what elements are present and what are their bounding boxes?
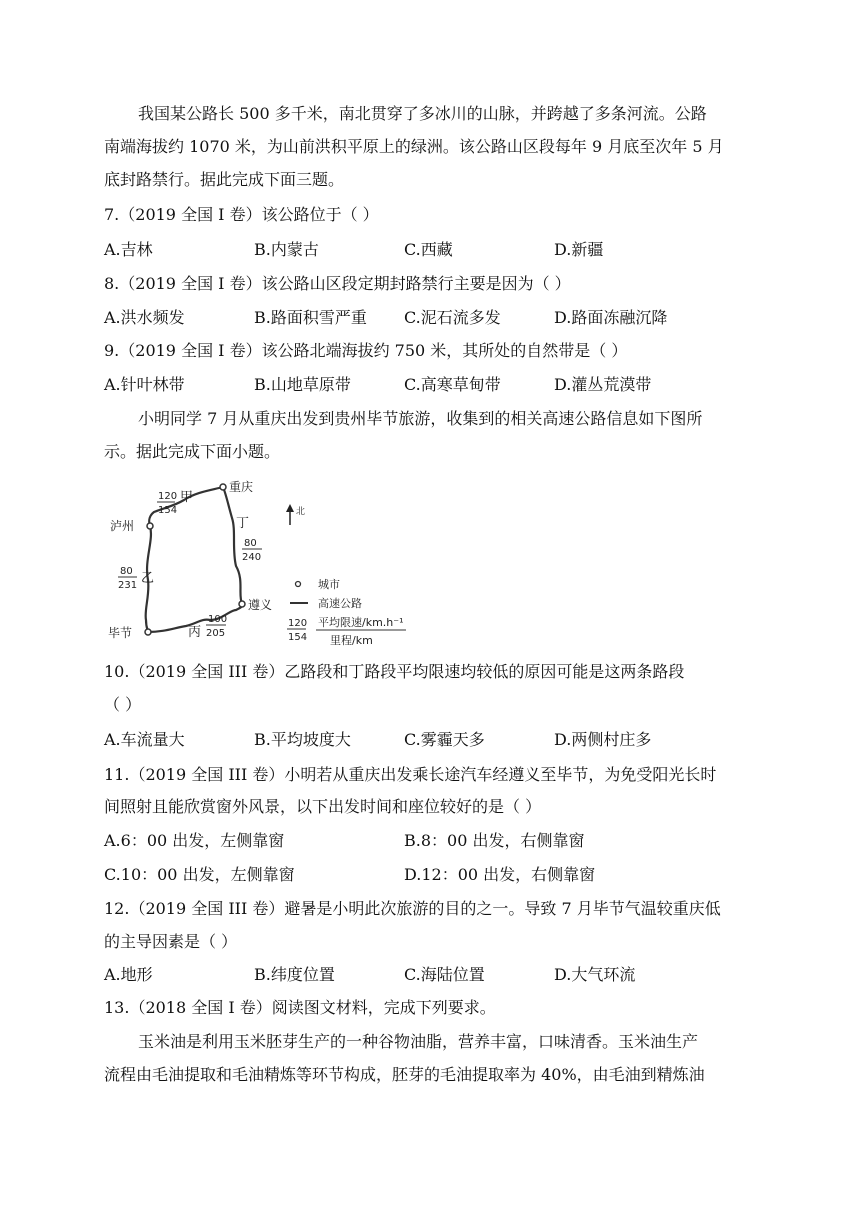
intro1-line-1: 我国某公路长 500 多千米，南北贯穿了多冰川的山脉，并跨越了多条河流。公路 [138, 104, 707, 123]
legend-speed-label: 平均限速/km.h⁻¹ [318, 616, 404, 629]
legend-road-label: 高速公路 [318, 597, 362, 610]
city-marker-zunyi [239, 601, 245, 607]
q8-option-b: B.路面积雪严重 [254, 308, 367, 327]
q12-option-d: D.大气环流 [554, 965, 636, 984]
segment-jia-speed: 120 [158, 491, 178, 502]
q13-stem: 13.（2018 全国 I 卷）阅读图文材料，完成下列要求。 [104, 998, 496, 1017]
q9-option-b: B.山地草原带 [254, 375, 351, 394]
q8-option-a: A.洪水频发 [104, 308, 185, 327]
north-label: 北 [296, 507, 306, 517]
q7-option-d: D.新疆 [554, 240, 604, 259]
q8-stem: 8.（2019 全国 I 卷）该公路山区段定期封路禁行主要是因为（ ） [104, 274, 571, 293]
legend-length-label: 里程/km [330, 634, 373, 647]
intro1-line-2: 南端海拔约 1070 米，为山前洪积平原上的绿洲。该公路山区段每年 9 月底至次年 5 月 [104, 137, 724, 156]
highway-map [104, 470, 414, 655]
segment-jia-name: 甲 [180, 490, 194, 505]
q7-stem: 7.（2019 全国 I 卷）该公路位于（ ） [104, 205, 379, 224]
q10-option-d: D.两侧村庄多 [554, 730, 652, 749]
legend-city-label: 城市 [318, 578, 340, 591]
legend-fraction-bottom: 154 [288, 632, 308, 643]
segment-bing-name: 丙 [188, 625, 202, 640]
q11-option-d: D.12：00 出发，右侧靠窗 [404, 865, 596, 884]
segment-ding-length: 240 [242, 552, 262, 563]
q10-option-b: B.平均坡度大 [254, 730, 351, 749]
q7-option-a: A.吉林 [104, 240, 153, 259]
q7-option-b: B.内蒙古 [254, 240, 319, 259]
segment-ding-speed: 80 [244, 538, 257, 549]
intro2-line-2: 示。据此完成下面小题。 [104, 442, 281, 461]
q10-option-c: C.雾霾天多 [404, 730, 485, 749]
intro3-line-2: 流程由毛油提取和毛油精炼等环节构成，胚芽的毛油提取率为 40%，由毛油到精炼油 [104, 1065, 705, 1084]
q12-stem-line-2: 的主导因素是（ ） [104, 932, 238, 951]
north-arrowhead-icon [286, 504, 294, 512]
q11-option-a: A.6：00 出发，左侧靠窗 [104, 831, 285, 850]
q9-option-c: C.高寒草甸带 [404, 375, 501, 394]
legend-city-icon [296, 582, 301, 587]
q11-stem-line-1: 11.（2019 全国 III 卷）小明若从重庆出发乘长途汽车经遵义至毕节，为免受阳光长时 [104, 765, 717, 784]
city-marker-chongqing [220, 484, 226, 490]
q8-option-d: D.路面冻融沉降 [554, 308, 668, 327]
q12-stem-line-1: 12.（2019 全国 III 卷）避暑是小明此次旅游的目的之一。导致 7 月毕节气温较重庆低 [104, 899, 721, 918]
q11-option-c: C.10：00 出发，左侧靠窗 [104, 865, 295, 884]
city-label-luzhou: 泸州 [110, 519, 135, 533]
city-label-zunyi: 遵义 [248, 598, 273, 612]
q12-option-a: A.地形 [104, 965, 153, 984]
city-marker-luzhou [147, 523, 153, 529]
intro3-line-1: 玉米油是利用玉米胚芽生产的一种谷物油脂，营养丰富，口味清香。玉米油生产 [138, 1032, 699, 1051]
segment-yi-speed: 80 [120, 566, 133, 577]
q12-option-c: C.海陆位置 [404, 965, 485, 984]
segment-yi-name: 乙 [141, 571, 155, 586]
segment-yi-length: 231 [118, 580, 138, 591]
segment-jia-length: 154 [158, 505, 178, 516]
city-label-bijie: 毕节 [108, 626, 133, 640]
q8-option-c: C.泥石流多发 [404, 308, 501, 327]
q12-option-b: B.纬度位置 [254, 965, 335, 984]
q9-option-d: D.灌丛荒漠带 [554, 375, 652, 394]
q11-stem-line-2: 间照射且能欣赏窗外风景，以下出发时间和座位较好的是（ ） [104, 797, 542, 816]
city-marker-bijie [145, 629, 151, 635]
segment-bing-length: 205 [206, 628, 226, 639]
intro1-line-3: 底封路禁行。据此完成下面三题。 [104, 170, 345, 189]
q11-option-b: B.8：00 出发，右侧靠窗 [404, 831, 585, 850]
q10-option-a: A.车流量大 [104, 730, 185, 749]
intro2-line-1: 小明同学 7 月从重庆出发到贵州毕节旅游，收集到的相关高速公路信息如下图所 [138, 409, 703, 428]
q10-stem-line-2: （ ） [104, 695, 142, 714]
segment-ding-name: 丁 [236, 516, 250, 531]
segment-bing-speed: 100 [208, 614, 228, 625]
q9-option-a: A.针叶林带 [104, 375, 185, 394]
city-label-chongqing: 重庆 [229, 480, 254, 494]
q7-option-c: C.西藏 [404, 240, 453, 259]
legend-fraction-top: 120 [288, 618, 308, 629]
q9-stem: 9.（2019 全国 I 卷）该公路北端海拔约 750 米，其所处的自然带是（ ） [104, 341, 628, 360]
q10-stem-line-1: 10.（2019 全国 III 卷）乙路段和丁路段平均限速均较低的原因可能是这两条路段 [104, 662, 685, 681]
